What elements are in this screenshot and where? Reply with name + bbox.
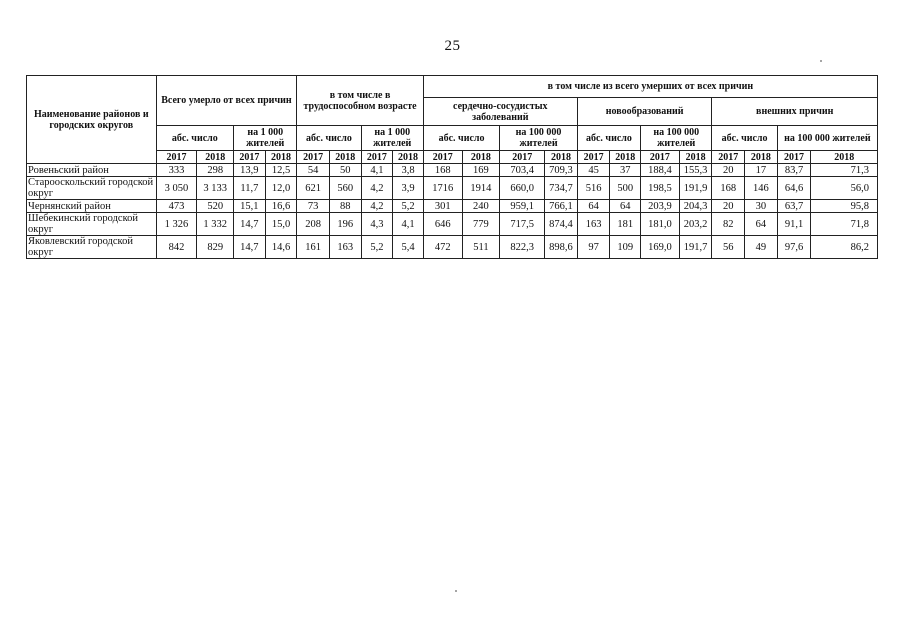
table-cell: 54 [297,164,330,177]
header-abs-count: абс. число [423,126,499,151]
district-name: Старооскольский городской округ [27,177,157,200]
table-row [27,213,878,236]
year-2017: 2017 [423,151,462,164]
table-cell: 97,6 [777,236,811,259]
table-row [27,164,878,177]
table-cell: 1 332 [197,213,234,236]
table-cell: 198,5 [641,177,680,200]
year-2017: 2017 [577,151,610,164]
table-cell: 56 [712,236,745,259]
year-2018: 2018 [329,151,361,164]
year-2017: 2017 [234,151,266,164]
header-total-deaths: Всего умерло от всех причин [156,76,297,126]
table-cell: 4,2 [361,177,393,200]
table-cell: 168 [712,177,745,200]
table-cell: 959,1 [500,200,545,213]
table-cell: 73 [297,200,330,213]
table-cell: 11,7 [234,177,266,200]
year-2017: 2017 [712,151,745,164]
year-2017: 2017 [641,151,680,164]
table-cell: 109 [610,236,641,259]
table-cell: 5,2 [393,200,424,213]
district-name: Чернянский район [27,200,157,213]
table-cell: 15,0 [265,213,297,236]
table-cell: 717,5 [500,213,545,236]
header-abs-count: абс. число [712,126,777,151]
table-cell: 203,9 [641,200,680,213]
table-cell: 516 [577,177,610,200]
table-cell: 3 133 [197,177,234,200]
header-cardiovascular: сердечно-сосудистых заболеваний [423,98,577,126]
table-cell: 188,4 [641,164,680,177]
page-number: 25 [444,38,461,54]
header-per-1000: на 1 000 жителей [234,126,297,151]
header-abs-count: абс. число [156,126,234,151]
table-cell: 13,9 [234,164,266,177]
table-row [27,200,878,213]
table-cell: 520 [197,200,234,213]
table-cell: 163 [329,236,361,259]
table-cell: 709,3 [545,164,578,177]
table-cell: 660,0 [500,177,545,200]
table-cell: 20 [712,164,745,177]
table-cell: 1914 [462,177,500,200]
year-2017: 2017 [156,151,197,164]
table-cell: 146 [745,177,778,200]
table-cell: 82 [712,213,745,236]
table-cell: 898,6 [545,236,578,259]
header-district-name: Наименование районов и городских округов [27,76,157,164]
table-cell: 181,0 [641,213,680,236]
table-cell: 14,7 [234,213,266,236]
header-external-causes: внешних причин [712,98,878,126]
table-cell: 734,7 [545,177,578,200]
table-cell: 169,0 [641,236,680,259]
table-cell: 191,7 [679,236,712,259]
table-cell: 4,1 [393,213,424,236]
year-2017: 2017 [777,151,811,164]
header-per-100000: на 100 000 жителей [777,126,877,151]
table-cell: 703,4 [500,164,545,177]
header-per-1000: на 1 000 жителей [361,126,423,151]
table-cell: 196 [329,213,361,236]
header-abs-count: абс. число [297,126,361,151]
table-cell: 20 [712,200,745,213]
table-cell: 333 [156,164,197,177]
table-cell: 64 [745,213,778,236]
year-2018: 2018 [265,151,297,164]
year-2018: 2018 [811,151,878,164]
year-2018: 2018 [679,151,712,164]
table-cell: 88 [329,200,361,213]
table-cell: 14,6 [265,236,297,259]
table-cell: 473 [156,200,197,213]
table-cell: 12,5 [265,164,297,177]
table-cell: 500 [610,177,641,200]
table-cell: 4,2 [361,200,393,213]
year-2017: 2017 [361,151,393,164]
table-cell: 30 [745,200,778,213]
table-cell: 301 [423,200,462,213]
year-2018: 2018 [197,151,234,164]
table-cell: 71,3 [811,164,878,177]
district-name: Шебекинский городской округ [27,213,157,236]
table-cell: 91,1 [777,213,811,236]
table-cell: 56,0 [811,177,878,200]
table-cell: 1 326 [156,213,197,236]
district-name: Яковлевский городской округ [27,236,157,259]
table-cell: 204,3 [679,200,712,213]
table-cell: 3,8 [393,164,424,177]
year-2018: 2018 [545,151,578,164]
header-working-age: в том числе в трудоспособном возрасте [297,76,423,126]
table-cell: 779 [462,213,500,236]
table-cell: 208 [297,213,330,236]
scan-speck [820,60,822,62]
table-cell: 181 [610,213,641,236]
table-cell: 4,1 [361,164,393,177]
table-row [27,236,878,259]
table-cell: 829 [197,236,234,259]
year-2018: 2018 [462,151,500,164]
table-cell: 63,7 [777,200,811,213]
mortality-table [26,75,878,259]
table-cell: 766,1 [545,200,578,213]
table-cell: 472 [423,236,462,259]
table-cell: 5,4 [393,236,424,259]
table-cell: 191,9 [679,177,712,200]
table-cell: 45 [577,164,610,177]
table-cell: 203,2 [679,213,712,236]
table-cell: 83,7 [777,164,811,177]
table-cell: 168 [423,164,462,177]
year-2017: 2017 [297,151,330,164]
table-cell: 49 [745,236,778,259]
header-neoplasms: новообразований [577,98,712,126]
table-cell: 50 [329,164,361,177]
table-cell: 17 [745,164,778,177]
table-cell: 560 [329,177,361,200]
table-cell: 4,3 [361,213,393,236]
table-cell: 95,8 [811,200,878,213]
table-cell: 37 [610,164,641,177]
table-cell: 16,6 [265,200,297,213]
table-cell: 3,9 [393,177,424,200]
table-cell: 822,3 [500,236,545,259]
header-per-100000: на 100 000 жителей [500,126,578,151]
table-cell: 169 [462,164,500,177]
table-cell: 646 [423,213,462,236]
year-2018: 2018 [610,151,641,164]
table-cell: 621 [297,177,330,200]
table-cell: 71,8 [811,213,878,236]
table-cell: 163 [577,213,610,236]
table-cell: 86,2 [811,236,878,259]
table-cell: 1716 [423,177,462,200]
table-cell: 511 [462,236,500,259]
table-cell: 874,4 [545,213,578,236]
table-cell: 155,3 [679,164,712,177]
year-2018: 2018 [393,151,424,164]
header-abs-count: абс. число [577,126,640,151]
scan-speck [455,590,457,592]
table-cell: 64 [577,200,610,213]
table-cell: 12,0 [265,177,297,200]
table-row [27,177,878,200]
year-2017: 2017 [500,151,545,164]
header-all-causes: в том числе из всего умерших от всех причин [423,76,877,98]
district-name: Ровеньский район [27,164,157,177]
table-cell: 15,1 [234,200,266,213]
table-cell: 97 [577,236,610,259]
table-cell: 842 [156,236,197,259]
table-cell: 64 [610,200,641,213]
year-2018: 2018 [745,151,778,164]
table-cell: 240 [462,200,500,213]
header-per-100000: на 100 000 жителей [641,126,712,151]
table-cell: 14,7 [234,236,266,259]
table-cell: 5,2 [361,236,393,259]
table-cell: 3 050 [156,177,197,200]
table-cell: 64,6 [777,177,811,200]
table-cell: 161 [297,236,330,259]
table-cell: 298 [197,164,234,177]
